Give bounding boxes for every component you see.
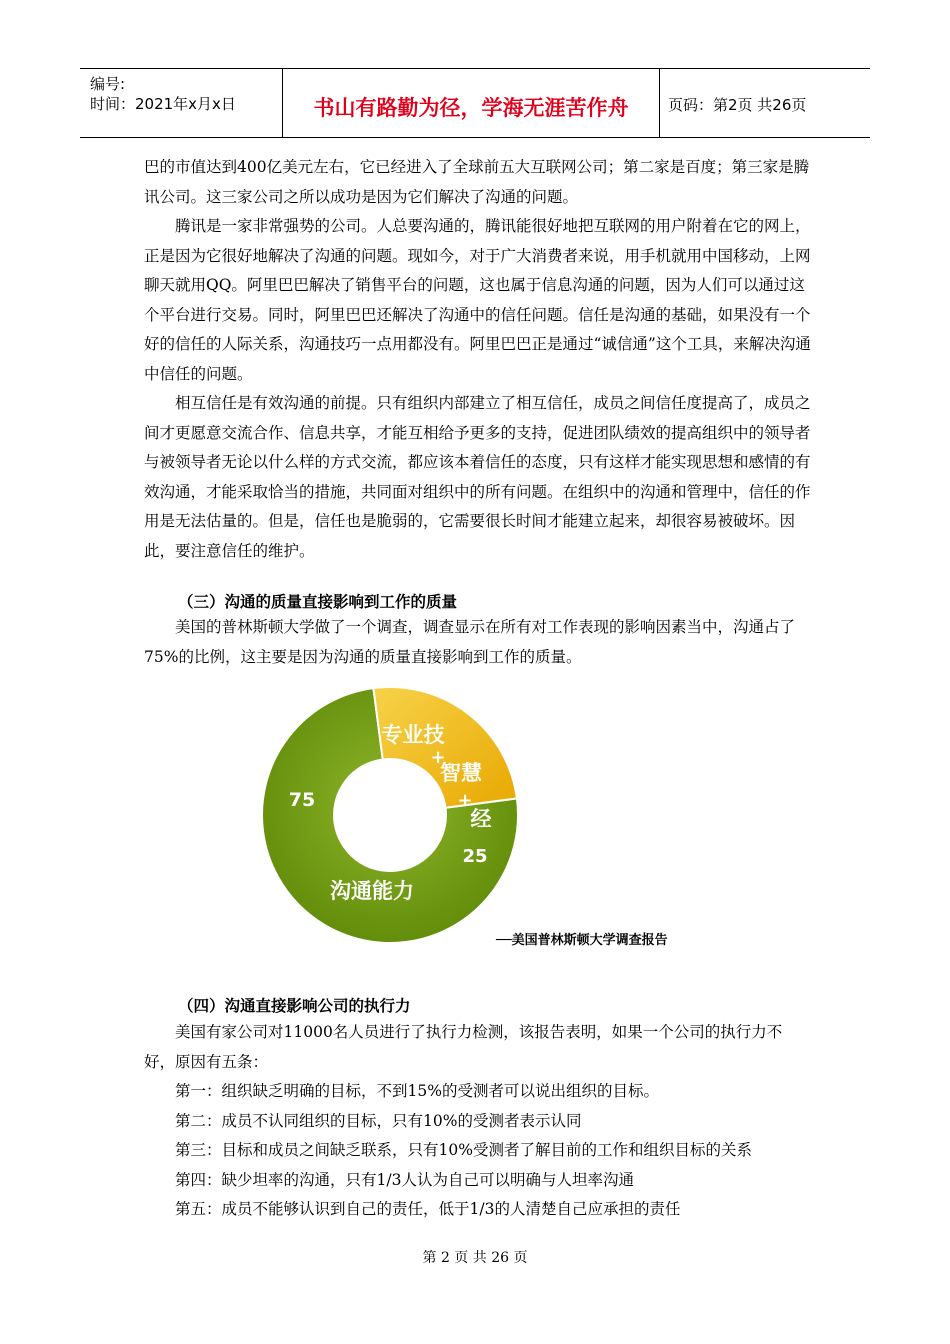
paragraph-3: 相互信任是有效沟通的前提。只有组织内部建立了相互信任，成员之间信任度提高了，成员之间才更愿意交流合作、信息共享，才能互相给予更多的支持，促进团队绩效的提高组织中的领导者与被领导者无论以什么样的方式交流，都应该本着信任的态度，只有这样才能实现思想和感情的有效沟通，才能采取恰当的措施，共同面对组织中的所有问题。在组织中的沟通和管理中，信任的作用是无法估量的。但是，信任也是脆弱的，它需要很长时间才能建立起来，却很容易被破坏。因此，要注意信任的维护。	[144, 394, 811, 560]
body-text-top	[144, 153, 812, 566]
body-text-sec3	[144, 613, 812, 672]
paragraph-1: 巴的市值达到400亿美元左右，它已经进入了全球前五大互联网公司；第二家是百度；第三家是腾讯公司。这三家公司之所以成功是因为它们解决了沟通的问题。	[144, 158, 810, 206]
header-page-label: 页码：第2页 共26页	[668, 96, 807, 114]
donut-chart	[255, 680, 525, 950]
paragraph-2: 腾讯是一家非常强势的公司。人总要沟通的，腾讯能很好地把互联网的用户附着在它的网上，正是因为它很好地解决了沟通的问题。现如今，对于广大消费者来说，用手机就用中国移动，上网聊天就用QQ。阿里巴巴解决了销售平台的问题，这也属于信息沟通的问题，因为人们可以通过这个平台进行交易。同时，阿里巴巴还解决了沟通中的信任问题。信任是沟通的基础，如果没有一个好的信任的人际关系，沟通技巧一点用都没有。阿里巴巴正是通过“诚信通”这个工具，来解决沟通中信任的问题。	[144, 217, 811, 383]
section-4-heading: （四）沟通直接影响公司的执行力	[178, 997, 411, 1015]
reasons-list	[144, 1077, 812, 1225]
header-date-label: 时间：2021年x月x日	[90, 95, 236, 113]
page-header	[80, 68, 870, 138]
slice-category-label: 专业技	[381, 723, 445, 747]
list-item: 第二：成员不认同组织的目标，只有10%的受测者表示认同	[175, 1111, 582, 1130]
list-item: 第五：成员不能够认识到自己的责任，低于1/3的人清楚自己应承担的责任	[175, 1200, 681, 1218]
header-number-label: 编号:	[90, 75, 126, 93]
slice-category-label: 智慧	[440, 761, 482, 785]
slice-category-label: +	[430, 747, 446, 768]
list-item: 第三：目标和成员之间缺乏联系，只有10%受测者了解目前的工作和组织目标的关系	[175, 1141, 752, 1159]
slice-category-label: 经	[470, 807, 492, 831]
header-meta	[80, 69, 283, 137]
slice-value-label: 75	[288, 789, 316, 811]
list-item: 第一：组织缺乏明确的目标，不到15%的受测者可以说出组织的目标。	[175, 1082, 659, 1100]
paragraph-4: 美国的普林斯顿大学做了一个调查，调查显示在所有对工作表现的影响因素当中，沟通占了75%的比例，这主要是因为沟通的质量直接影响到工作的质量。	[144, 618, 796, 666]
header-motto: 书山有路勤为径，学海无涯苦作舟	[313, 96, 629, 120]
body-text-sec4	[144, 1018, 812, 1077]
header-motto-cell	[283, 69, 660, 137]
page-footer: 第 2 页 共 26 页	[422, 1250, 528, 1266]
slice-category-label: 沟通能力	[330, 879, 414, 903]
paragraph-5: 美国有家公司对11000名人员进行了执行力检测，该报告表明，如果一个公司的执行力不好，原因有五条：	[144, 1023, 783, 1071]
header-page-cell	[660, 69, 870, 137]
list-item: 第四：缺少坦率的沟通，只有1/3人认为自己可以明确与人坦率沟通	[175, 1170, 634, 1189]
chart-source-caption: ──美国普林斯顿大学调查报告	[496, 933, 668, 948]
slice-value-label: 25	[462, 846, 488, 867]
slice-category-label: +	[457, 790, 473, 811]
section-3-heading: （三）沟通的质量直接影响到工作的质量	[178, 593, 458, 611]
